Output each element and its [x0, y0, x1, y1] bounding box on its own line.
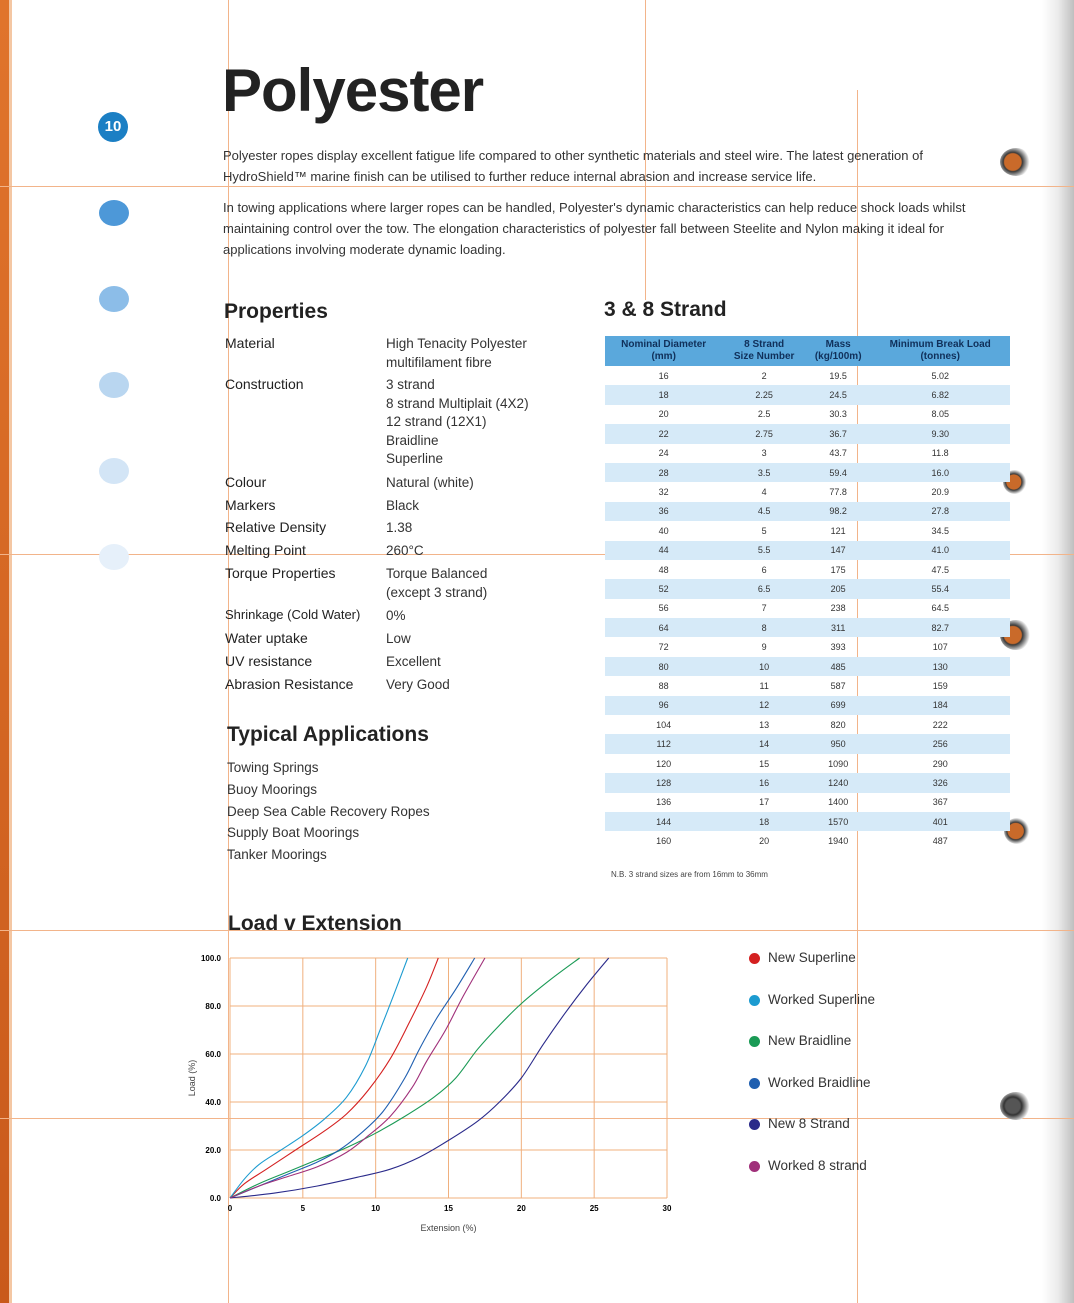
table-cell: 4 [761, 487, 767, 498]
table-cell: 107 [932, 642, 948, 653]
table-cell: 16 [658, 370, 669, 381]
property-value [386, 519, 412, 538]
property-value [386, 653, 441, 672]
legend-marker-icon [749, 953, 760, 964]
table-cell: 6 [761, 564, 767, 575]
property-value-line: Natural (white) [386, 475, 474, 490]
nav-dot [99, 544, 129, 570]
table-cell: 3 [761, 448, 767, 459]
property-value-line: Black [386, 498, 420, 513]
property-label: Shrinkage (Cold Water) [225, 607, 361, 622]
table-cell: 47.5 [931, 564, 949, 575]
y-tick-label: 40.0 [205, 1098, 221, 1107]
table-cell: 43.7 [829, 448, 847, 459]
table-row [605, 754, 1010, 773]
y-tick-label: 100.0 [200, 954, 221, 963]
nav-dot [99, 286, 129, 312]
table-cell: 36.7 [806, 424, 870, 443]
series-line-new-superline [230, 958, 438, 1198]
legend-label: Worked Superline [768, 991, 876, 1007]
y-axis-label: Load (%) [187, 1059, 197, 1097]
table-row [605, 444, 1010, 463]
table-cell: 64 [605, 618, 722, 637]
table-cell: 147 [806, 541, 870, 560]
y-tick-label: 20.0 [205, 1146, 221, 1155]
nav-dot [99, 372, 129, 398]
legend-marker-icon [749, 1078, 760, 1089]
property-value [386, 607, 406, 626]
table-cell: 587 [830, 680, 846, 691]
property-value-line: 8 strand Multiplait (4X2) [386, 395, 529, 411]
property-value-line: 12 strand (12X1) [386, 414, 487, 429]
table-cell: 699 [806, 696, 870, 715]
property-value [386, 335, 527, 372]
table-cell: 393 [830, 642, 846, 653]
properties-heading: Properties [224, 300, 328, 323]
legend-marker-icon [749, 1161, 760, 1172]
table-cell: 59.4 [806, 463, 870, 482]
intro-line: HydroShield™ marine finish can be utilised to further reduce internal abrasion and increase service life. [223, 169, 817, 184]
table-cell: 82.7 [870, 618, 1010, 637]
property-value-line: Torque Balanced [386, 566, 488, 581]
table-cell: 34.5 [931, 525, 949, 536]
table-cell: 32 [658, 487, 669, 498]
property-label: Melting Point [225, 542, 306, 558]
property-value [386, 497, 419, 516]
table-cell: 36 [605, 502, 722, 521]
binding-edge [0, 0, 9, 1303]
table-cell: 326 [870, 773, 1010, 792]
property-value [386, 565, 487, 602]
table-cell: 11 [759, 680, 769, 691]
table-cell: 8.05 [931, 409, 949, 420]
table-cell: 9.30 [870, 424, 1010, 443]
chart-title: Load v Extension [228, 912, 402, 935]
application-item: Supply Boat Moorings [227, 825, 360, 841]
intro-line: applications involving moderate dynamic loading. [223, 242, 506, 257]
nav-dot [99, 200, 129, 226]
x-tick-label: 30 [662, 1204, 672, 1213]
x-tick-label: 25 [589, 1204, 599, 1213]
table-cell: 48 [658, 564, 669, 575]
table-cell: 4.5 [722, 502, 806, 521]
series-line-worked-8-strand [230, 958, 485, 1198]
y-tick-label: 0.0 [209, 1194, 221, 1203]
legend-label: New Superline [768, 950, 856, 965]
table-row [605, 793, 1010, 812]
table-cell: 19.5 [829, 370, 847, 381]
series-line-worked-braidline [230, 958, 475, 1198]
table-row [605, 637, 1010, 656]
x-tick-label: 0 [227, 1204, 233, 1213]
table-cell: 8 [722, 618, 806, 637]
table-cell: 1940 [828, 836, 849, 847]
property-label: UV resistance [225, 653, 313, 669]
table-cell: 820 [830, 719, 846, 730]
property-value [386, 376, 529, 469]
table-cell: 222 [932, 719, 948, 730]
x-tick-label: 5 [300, 1204, 306, 1213]
table-row [605, 366, 1010, 385]
table-row [605, 579, 1010, 598]
table-cell: 144 [605, 812, 722, 831]
table-row [605, 463, 1010, 482]
table-row [605, 424, 1010, 443]
x-tick-label: 15 [444, 1204, 453, 1213]
table-cell: 290 [932, 758, 948, 769]
table-cell: 121 [830, 525, 846, 536]
table-note: N.B. 3 strand sizes are from 16mm to 36mm [611, 870, 768, 879]
table-cell: 5 [761, 525, 767, 536]
header-line: Minimum Break Load [889, 339, 991, 350]
property-value-line: 1.38 [386, 520, 413, 535]
table-cell: 160 [656, 836, 672, 847]
page-title: Polyester [222, 57, 484, 124]
strand-table [605, 336, 1010, 851]
table-row [605, 831, 1010, 850]
table-row [605, 405, 1010, 424]
property-value-line: 0% [386, 608, 406, 623]
legend-label: Worked Braidline [768, 1074, 871, 1090]
table-cell: 367 [932, 797, 948, 808]
intro-line: Polyester ropes display excellent fatigue life compared to other synthetic materials and steel wire. The latest generation of [223, 148, 923, 163]
table-cell: 1090 [828, 758, 849, 769]
table-cell: 88 [658, 680, 669, 691]
property-value-line: Very Good [386, 677, 450, 692]
applications-heading: Typical Applications [227, 723, 429, 746]
table-row [605, 541, 1010, 560]
table-cell: 28 [605, 463, 722, 482]
table-cell: 72 [658, 642, 669, 653]
header-line: Nominal Diameter [621, 339, 707, 350]
table-cell: 96 [605, 696, 722, 715]
property-value [386, 474, 474, 493]
table-cell: 77.8 [829, 487, 847, 498]
table-cell: 44 [605, 541, 722, 560]
table-cell: 64.5 [931, 603, 949, 614]
binding-edge-highlight [9, 0, 12, 1303]
table-cell: 112 [605, 734, 722, 753]
table-cell: 120 [656, 758, 672, 769]
property-value [386, 542, 424, 561]
property-label: Material [225, 335, 275, 351]
table-cell: 487 [932, 836, 948, 847]
table-cell: 3.5 [722, 463, 806, 482]
legend-label: Worked 8 strand [768, 1158, 867, 1173]
application-item: Towing Springs [227, 760, 319, 775]
property-value [386, 630, 411, 649]
series-line-worked-superline [230, 958, 408, 1198]
table-cell: 5.02 [931, 370, 949, 381]
binder-ring-icon [1000, 1092, 1032, 1120]
table-row [605, 502, 1010, 521]
header-line: (kg/100m) [814, 351, 862, 362]
table-cell: 2.5 [757, 409, 771, 420]
application-item: Deep Sea Cable Recovery Ropes [227, 803, 430, 819]
table-cell: 18 [605, 385, 722, 404]
binder-ring-icon [1000, 148, 1032, 176]
header-line: Size Number [733, 351, 795, 362]
table-cell: 56 [658, 603, 669, 614]
table-cell: 14 [722, 734, 806, 753]
legend-label: New 8 Strand [768, 1116, 850, 1132]
table-cell: 13 [759, 719, 770, 730]
table-cell: 1400 [828, 797, 849, 808]
property-label: Water uptake [225, 630, 308, 646]
table-cell: 5.5 [722, 541, 806, 560]
table-cell: 238 [830, 603, 846, 614]
table-cell: 30.3 [829, 409, 847, 420]
table-row [605, 773, 1010, 792]
guide-line [0, 930, 1074, 931]
table-cell: 256 [870, 734, 1010, 753]
table-cell: 2.25 [722, 385, 806, 404]
property-value-line: (except 3 strand) [386, 584, 488, 600]
table-cell: 128 [605, 773, 722, 792]
table-row [605, 696, 1010, 715]
application-item: Tanker Moorings [227, 847, 327, 863]
table-cell: 55.4 [870, 579, 1010, 598]
table-cell: 401 [870, 812, 1010, 831]
table-cell: 950 [806, 734, 870, 753]
property-label: Markers [225, 497, 276, 513]
legend-label: New Braidline [768, 1033, 852, 1049]
table-cell: 485 [806, 657, 870, 676]
legend-marker-icon [749, 1036, 760, 1047]
x-tick-label: 20 [516, 1204, 526, 1213]
nav-dot [99, 458, 129, 484]
strand-table-heading: 3 & 8 Strand [604, 298, 727, 321]
table-cell: 12 [722, 696, 806, 715]
application-item: Buoy Moorings [227, 781, 318, 797]
table-cell: 7 [761, 603, 767, 614]
table-row [605, 560, 1010, 579]
table-cell: 2.75 [722, 424, 806, 443]
table-cell: 27.8 [870, 502, 1010, 521]
table-header-row [605, 336, 1010, 366]
table-cell: 6.5 [722, 579, 806, 598]
property-value-line: Excellent [386, 654, 441, 669]
table-cell: 98.2 [806, 502, 870, 521]
table-row [605, 676, 1010, 695]
table-cell: 1570 [806, 812, 870, 831]
intro-line: In towing applications where larger ropes can be handled, Polyester's dynamic characteristics can help reduce shock loads whilst [223, 200, 966, 215]
page-edge-shadow [1042, 0, 1074, 1303]
property-label: Relative Density [225, 519, 327, 535]
x-axis-label: Extension (%) [420, 1223, 477, 1233]
table-cell: 80 [605, 657, 722, 676]
header-line: Mass [825, 339, 851, 350]
table-header-cell [870, 336, 1010, 366]
table-cell: 10 [722, 657, 806, 676]
table-cell: 175 [830, 564, 846, 575]
table-row [605, 618, 1010, 637]
table-cell: 41.0 [870, 541, 1010, 560]
property-value-line: 3 strand [386, 377, 435, 392]
property-label: Colour [225, 474, 267, 490]
table-cell: 20 [759, 836, 770, 847]
intro-paragraph-2 [223, 197, 973, 260]
table-cell: 311 [806, 618, 870, 637]
page-number-badge: 10 [98, 112, 128, 142]
legend-marker-icon [749, 995, 760, 1006]
table-header-cell [605, 336, 722, 366]
property-value [386, 676, 450, 695]
table-row [605, 521, 1010, 540]
legend-marker-icon [749, 1119, 760, 1130]
table-cell: 52 [605, 579, 722, 598]
table-cell: 9 [761, 642, 767, 653]
header-line: 8 Strand [744, 339, 785, 350]
table-cell: 20.9 [931, 487, 949, 498]
load-extension-chart [180, 945, 700, 1235]
table-cell: 16.0 [870, 463, 1010, 482]
property-value-line: High Tenacity Polyester [386, 336, 527, 351]
table-cell: 1240 [806, 773, 870, 792]
table-cell: 18 [722, 812, 806, 831]
table-cell: 205 [806, 579, 870, 598]
table-cell: 24.5 [806, 385, 870, 404]
property-value-line: Braidline [386, 432, 439, 448]
table-row [605, 657, 1010, 676]
intro-paragraph-1 [223, 145, 973, 187]
table-cell: 6.82 [870, 385, 1010, 404]
table-cell: 136 [656, 797, 672, 808]
x-tick-label: 10 [371, 1204, 381, 1213]
table-cell: 2 [761, 370, 767, 381]
table-row [605, 715, 1010, 734]
table-cell: 15 [759, 758, 770, 769]
table-cell: 17 [759, 797, 770, 808]
intro-line: maintaining control over the tow. The elongation characteristics of polyester fall between Steelite and Nylon making it ideal for [223, 221, 944, 236]
y-tick-label: 60.0 [205, 1050, 221, 1059]
table-header-cell [806, 336, 870, 366]
table-row [605, 812, 1010, 831]
header-line: (mm) [651, 351, 676, 362]
table-cell: 184 [870, 696, 1010, 715]
property-value-line: multifilament fibre [386, 354, 492, 370]
property-label: Construction [225, 376, 304, 392]
table-row [605, 385, 1010, 404]
property-value-line: Low [386, 631, 411, 646]
property-label: Abrasion Resistance [225, 676, 354, 692]
table-row [605, 482, 1010, 501]
table-cell: 20 [658, 409, 669, 420]
table-cell: 104 [656, 719, 672, 730]
table-cell: 11.8 [931, 448, 949, 459]
table-cell: 16 [722, 773, 806, 792]
table-cell: 22 [605, 424, 722, 443]
table-cell: 40 [658, 525, 669, 536]
table-header-cell [722, 336, 806, 366]
series-line-new-8-strand [230, 958, 609, 1198]
table-cell: 159 [932, 680, 948, 691]
property-value-line: 260°C [386, 543, 424, 558]
y-tick-label: 80.0 [205, 1002, 221, 1011]
property-label: Torque Properties [225, 565, 336, 581]
table-cell: 130 [870, 657, 1010, 676]
table-row [605, 734, 1010, 753]
table-row [605, 599, 1010, 618]
table-cell: 24 [658, 448, 669, 459]
property-value-line: Superline [386, 451, 444, 466]
header-line: (tonnes) [920, 351, 960, 362]
